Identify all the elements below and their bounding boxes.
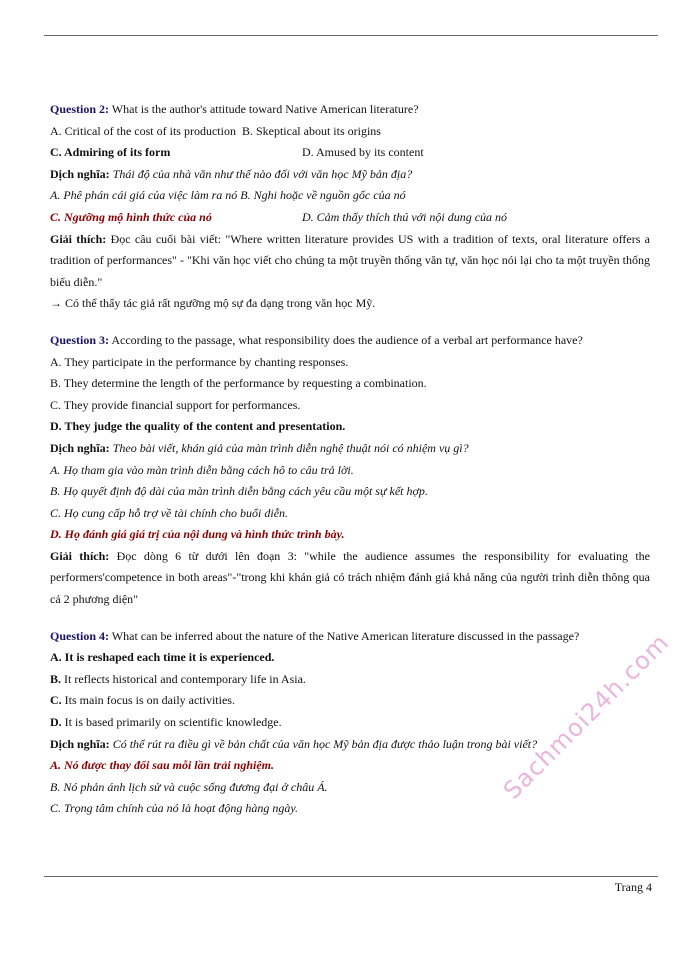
q4-question (50, 626, 650, 648)
q2-trans-text: Thái độ của nhà văn như thế nào đối với văn học Mỹ bản địa? (109, 166, 413, 181)
q2-option-b: B. Skeptical about its origins (241, 123, 381, 138)
q2-trans-label: Dịch nghĩa: (50, 166, 110, 181)
q2-expl-text: Đọc câu cuối bài viết: "Where written literature provides US with a tradition of texts, oral literature offers a tradition of performances" - "Khi văn học viết cho chúng ta một truyền thống văn tự, văn học nói lại cho ta một truyền thống biểu diễn." (50, 231, 650, 289)
page-content (50, 99, 650, 820)
q3-label: Question 3: (50, 332, 110, 347)
header-rule (44, 35, 658, 36)
q2-option-c: C. Admiring of its form (50, 145, 171, 160)
q4-text: What can be inferred about the nature of the Native American literature discussed in the passage? (109, 628, 580, 643)
q3-trans-a: A. Họ tham gia vào màn trình diễn bằng cách hô to câu trả lời. (50, 462, 354, 477)
q2-conclusion: → Có thể thấy tác giả rất ngưỡng mộ sự đa dạng trong văn học Mỹ. (50, 296, 376, 311)
q4-option-a-letter: A. (50, 650, 62, 665)
q4-option-d-text: It is based primarily on scientific knowledge. (61, 715, 282, 730)
q2-options-cd (50, 142, 650, 164)
q3-text: According to the passage, what responsibility does the audience of a verbal art performance have? (109, 332, 583, 347)
q3-option-a: A. They participate in the performance by chanting responses. (50, 354, 349, 369)
q2-text: What is the author's attitude toward Native American literature? (109, 102, 419, 116)
q4-trans-b: B. Nó phản ánh lịch sử và cuộc sống đương đại ở châu Á. (50, 779, 328, 794)
q2-expl-label: Giải thích: (50, 231, 107, 246)
q2-translation (50, 164, 650, 186)
q2-options-ab (50, 121, 650, 143)
watermark: Sachmoi24h.com (498, 628, 675, 805)
q4-trans-text: Có thể rút ra điều gì về bản chất của văn học Mỹ bản địa được thảo luận trong bài viết? (109, 736, 538, 751)
q4-option-d-letter: D. (50, 715, 62, 730)
footer-rule (44, 876, 658, 877)
q4-trans-a: A. Nó được thay đổi sau mỗi lần trải nghiệm. (50, 758, 274, 773)
q3-trans-text: Theo bài viết, khán giả của màn trình diễn nghệ thuật nói có nhiệm vụ gì? (109, 440, 469, 455)
q3-option-c: C. They provide financial support for performances. (50, 397, 301, 412)
q3-explanation (50, 546, 650, 611)
q2-trans-c: C. Ngưỡng mộ hình thức của nó (50, 209, 212, 224)
q4-option-c-text: Its main focus is on daily activities. (61, 693, 235, 708)
q3-trans-d: D. Họ đánh giá giá trị của nội dung và hình thức trình bày. (50, 527, 345, 542)
q4-option-c-letter: C. (50, 693, 62, 708)
q4-option-b-text: It reflects historical and contemporary life in Asia. (61, 671, 306, 686)
q3-expl-label: Giải thích: (50, 548, 110, 563)
q3-trans-label: Dịch nghĩa: (50, 440, 110, 455)
q2-option-d: D. Amused by its content (302, 145, 424, 160)
q2-question (50, 99, 650, 121)
q4-option-b (50, 669, 650, 691)
q4-option-c (50, 690, 650, 712)
q4-option-a-text: It is reshaped each time it is experienced. (61, 650, 275, 665)
q3-question (50, 330, 650, 352)
q4-trans-label: Dịch nghĩa: (50, 736, 110, 751)
q2-option-a: A. Critical of the cost of its production (50, 123, 236, 138)
q3-option-b: B. They determine the length of the performance by requesting a combination. (50, 376, 427, 391)
q2-label: Question 2: (50, 102, 110, 116)
q3-expl-text: Đọc dòng 6 từ dưới lên đoạn 3: "while the audience assumes the responsibility for evaluating the performers'competence in both areas"-"trong khi khán giả có trách nhiệm đánh giá khả năng của người trình diễn thông qua cả 2 phương diện" (50, 548, 650, 607)
q3-trans-c: C. Họ cung cấp hỗ trợ về tài chính cho buổi diễn. (50, 505, 289, 520)
q4-label: Question 4: (50, 628, 110, 643)
q3-option-d: D. They judge the quality of the content and presentation. (50, 419, 346, 434)
page-number: Trang 4 (614, 880, 652, 894)
q2-explanation (50, 229, 650, 294)
q3-translation (50, 438, 650, 460)
q4-trans-c: C. Trọng tâm chính của nó là hoạt động hàng ngày. (50, 801, 299, 816)
q2-trans-d: D. Cảm thấy thích thú với nội dung của nó (302, 209, 508, 224)
q3-trans-b: B. Họ quyết định độ dài của màn trình diễn bằng cách yêu cầu một sự kết hợp. (50, 484, 428, 499)
q4-option-b-letter: B. (50, 671, 62, 686)
q2-trans-cd (50, 207, 650, 229)
q2-trans-ab: A. Phê phán cái giá của việc làm ra nó B. Nghi hoặc về nguồn gốc của nó (50, 188, 406, 203)
q4-option-a (50, 647, 650, 669)
